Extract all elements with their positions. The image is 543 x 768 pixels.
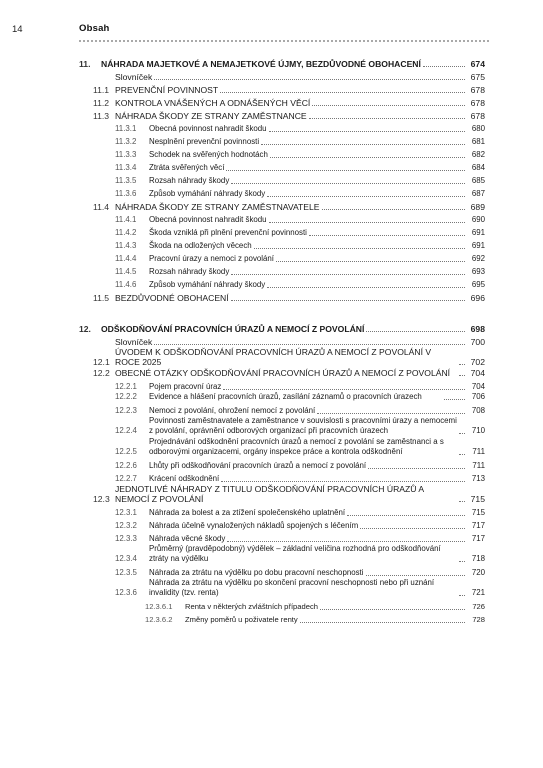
toc-entry-title: Pojem pracovní úraz xyxy=(149,382,222,391)
toc-entry-title: Obecná povinnost nahradit škodu xyxy=(149,215,267,224)
leader-dots xyxy=(254,247,465,249)
toc-entry-row[interactable] xyxy=(79,531,485,544)
toc-entry-number: 11.3.4 xyxy=(115,163,137,172)
toc-entry-row[interactable] xyxy=(79,368,485,379)
toc-entry-page: 715 xyxy=(471,508,485,517)
toc-entry-page: 684 xyxy=(471,163,485,172)
toc-entry-title: OBECNÉ OTÁZKY ODŠKODŇOVÁNÍ PRACOVNÍCH ÚRAZŮ A NEMOCÍ Z POVOLÁNÍ xyxy=(115,368,451,378)
toc-entry-number: 11.3.3 xyxy=(115,150,137,159)
toc-entry-title: Způsob vymáhání náhrady škody xyxy=(149,280,266,289)
toc-entry-title-wrap xyxy=(149,406,467,416)
toc-entry-page: 689 xyxy=(470,202,485,212)
toc-entry-title: Evidence a hlášení pracovních úrazů, zasílání záznamů o pracovních úrazech xyxy=(149,392,422,401)
toc-entry-title-wrap xyxy=(115,484,467,504)
toc-entry-title-wrap xyxy=(149,254,467,264)
leader-dots xyxy=(276,260,465,262)
toc-entry-page: 711 xyxy=(472,447,485,456)
toc-entry-title-wrap xyxy=(149,241,467,251)
leader-dots xyxy=(270,156,465,158)
toc-entry-number: 12.2.7 xyxy=(115,474,137,483)
toc-entry-page: 674 xyxy=(470,59,485,69)
leader-dots xyxy=(423,65,465,67)
toc-entry-row[interactable] xyxy=(79,173,485,186)
leader-dots xyxy=(360,527,465,529)
toc-entry-page: 691 xyxy=(471,241,485,250)
toc-entry-page: 704 xyxy=(470,368,485,378)
leader-dots xyxy=(312,104,465,106)
toc-entry-title-wrap xyxy=(115,98,467,108)
toc-entry-row[interactable] xyxy=(79,518,485,531)
toc-entry-number: 11.3 xyxy=(93,111,110,121)
leader-dots xyxy=(231,182,465,184)
toc-entry-number: 12.3.1 xyxy=(115,508,137,517)
toc-entry-title-wrap xyxy=(115,72,467,82)
leader-dots xyxy=(459,363,465,365)
toc-entry-title: Nemoci z povolání, ohrožení nemocí z povolání xyxy=(149,406,316,415)
toc-entry-row[interactable] xyxy=(79,505,485,518)
toc-entry-title: Schodek na svěřených hodnotách xyxy=(149,150,268,159)
toc-entry-row[interactable] xyxy=(79,160,485,173)
toc-entry-title: Obecná povinnost nahradit škodu xyxy=(149,124,267,133)
toc-entry-title: Rozsah náhrady škody xyxy=(149,176,230,185)
table-of-contents xyxy=(79,56,485,625)
leader-dots xyxy=(223,388,465,390)
toc-entry-title-wrap xyxy=(149,163,467,173)
toc-entry-row[interactable] xyxy=(79,392,485,403)
toc-entry-row[interactable] xyxy=(79,251,485,264)
toc-entry-row[interactable] xyxy=(79,186,485,199)
toc-entry-row[interactable] xyxy=(79,437,485,458)
leader-dots xyxy=(322,208,465,210)
toc-entry-row[interactable] xyxy=(79,471,485,484)
leader-dots xyxy=(444,398,465,400)
toc-entry-page: 682 xyxy=(471,150,485,159)
toc-entry-row[interactable] xyxy=(79,95,485,108)
toc-entry-title-wrap xyxy=(149,215,467,225)
toc-entry-title: NÁHRADA ŠKODY ZE STRANY ZAMĚSTNANCE xyxy=(115,111,307,121)
toc-entry-page: 726 xyxy=(472,602,485,611)
toc-entry-title-wrap xyxy=(101,324,467,334)
toc-chapter-row[interactable] xyxy=(79,56,485,69)
toc-entry-number: 12.3.4 xyxy=(115,554,137,563)
toc-entry-title: Renta v některých zvláštních případech xyxy=(185,602,318,611)
toc-entry-title-wrap xyxy=(149,137,467,147)
leader-dots xyxy=(300,621,465,623)
toc-entry-page: 691 xyxy=(471,228,485,237)
leader-dots xyxy=(226,169,465,171)
toc-entry-title: Náhrada za ztrátu na výdělku po skončení pracovní neschopnosti nebo při uznání invalidity (tzv. renta) xyxy=(149,578,435,597)
toc-entry-number: 12.3.2 xyxy=(115,521,137,530)
toc-entry-title: Způsob vymáhání náhrady škody xyxy=(149,189,266,198)
toc-entry-row[interactable] xyxy=(79,484,485,505)
toc-entry-title: PREVENČNÍ POVINNOST xyxy=(115,85,219,95)
toc-entry-title: NÁHRADA ŠKODY ZE STRANY ZAMĚSTNAVATELE xyxy=(115,202,320,212)
toc-entry-title-wrap xyxy=(101,59,467,69)
toc-entry-title: ÚVODEM K ODŠKODŇOVÁNÍ PRACOVNÍCH ÚRAZŮ A NEMOCÍ Z POVOLÁNÍ V ROCE 2025 xyxy=(115,347,432,367)
toc-entry-row[interactable] xyxy=(79,544,485,565)
toc-entry-page: 708 xyxy=(471,406,485,415)
toc-entry-page: 700 xyxy=(470,337,485,347)
toc-entry-row[interactable] xyxy=(79,199,485,212)
toc-entry-page: 715 xyxy=(470,494,485,504)
toc-entry-page: 706 xyxy=(471,392,485,401)
toc-entry-row[interactable] xyxy=(79,379,485,392)
leader-dots xyxy=(459,374,465,376)
toc-entry-title: Povinnosti zaměstnavatele a zaměstnance v souvislosti s pracovními úrazy a nemocemi z povolání, oprávnění odborových organizací při pracovních úrazech xyxy=(149,416,457,435)
leader-dots xyxy=(366,330,465,332)
toc-entry-page: 692 xyxy=(471,254,485,263)
leader-dots xyxy=(227,540,465,542)
toc-entry-row[interactable] xyxy=(79,416,485,437)
toc-entry-title-wrap xyxy=(115,202,467,212)
toc-entry-row[interactable] xyxy=(79,578,485,599)
toc-entry-title: Náhrada za ztrátu na výdělku po dobu pracovní neschopnosti xyxy=(149,568,364,577)
toc-entry-row[interactable] xyxy=(79,264,485,277)
leader-dots xyxy=(267,286,465,288)
leader-dots xyxy=(231,299,465,301)
toc-entry-number: 11.3.2 xyxy=(115,137,137,146)
toc-entry-title-wrap xyxy=(149,568,467,578)
toc-entry-number: 12.2.1 xyxy=(115,382,137,391)
chapter-spacer xyxy=(79,303,485,321)
toc-entry-title: Nesplnění prevenční povinnosti xyxy=(149,137,260,146)
toc-entry-row[interactable] xyxy=(79,134,485,147)
toc-entry-row[interactable] xyxy=(79,565,485,578)
toc-entry-number: 11.3.6 xyxy=(115,189,137,198)
leader-dots xyxy=(309,234,465,236)
section-name: Obsah xyxy=(79,23,110,34)
toc-entry-number: 11.4.5 xyxy=(115,267,137,276)
toc-entry-page: 678 xyxy=(470,85,485,95)
toc-entry-title-wrap xyxy=(185,615,467,625)
toc-entry-row[interactable] xyxy=(79,612,485,625)
toc-entry-number: 11.1 xyxy=(93,85,110,95)
toc-entry-number: 12.2.3 xyxy=(115,406,137,415)
toc-entry-title-wrap xyxy=(115,85,467,95)
toc-entry-title: Náhrada za bolest a za ztížení společenského uplatnění xyxy=(149,508,346,517)
toc-entry-title-wrap xyxy=(115,337,467,347)
toc-entry-title: ODŠKODŇOVÁNÍ PRACOVNÍCH ÚRAZŮ A NEMOCÍ Z POVOLÁNÍ xyxy=(101,324,365,334)
toc-entry-page: 675 xyxy=(470,72,485,82)
toc-entry-title: Krácení odškodnění xyxy=(149,474,220,483)
toc-entry-title: Průměrný (pravděpodobný) výdělek – základní veličina rozhodná pro odškodňování ztráty na výdělku xyxy=(149,544,441,563)
toc-entry-title: Škoda vzniklá při plnění prevenční povinnosti xyxy=(149,228,307,237)
toc-entry-title: Náhrada účelně vynaložených nákladů spojených s léčením xyxy=(149,521,359,530)
leader-dots xyxy=(317,412,465,414)
toc-entry-title: NÁHRADA MAJETKOVÉ A NEMAJETKOVÉ ÚJMY, BEZDŮVODNÉ OBOHACENÍ xyxy=(101,59,421,69)
toc-entry-title: Škoda na odložených věcech xyxy=(149,241,252,250)
leader-dots xyxy=(368,467,465,469)
toc-entry-number: 12.1 xyxy=(93,357,110,367)
toc-entry-number: 12.3.5 xyxy=(115,568,137,577)
toc-entry-title-wrap xyxy=(149,150,467,160)
toc-chapter-block xyxy=(79,56,485,303)
leader-dots xyxy=(220,91,465,93)
toc-entry-page: 678 xyxy=(470,111,485,121)
toc-entry-title-wrap xyxy=(115,368,467,378)
toc-entry-title-wrap xyxy=(115,293,467,303)
toc-entry-number: 12.3.6 xyxy=(115,588,137,597)
leader-dots xyxy=(267,195,465,197)
toc-entry-title-wrap xyxy=(149,474,467,484)
toc-entry-title-wrap xyxy=(149,508,467,518)
leader-dots xyxy=(269,130,465,132)
toc-entry-page: 720 xyxy=(471,568,485,577)
toc-entry-title-wrap xyxy=(149,544,467,564)
toc-entry-title-wrap xyxy=(149,437,467,457)
leader-dots xyxy=(366,574,466,576)
toc-entry-row[interactable] xyxy=(79,290,485,303)
toc-entry-row[interactable] xyxy=(79,277,485,290)
leader-dots xyxy=(459,560,465,562)
toc-entry-title-wrap xyxy=(149,534,467,544)
page-header xyxy=(0,0,543,40)
toc-entry-row[interactable] xyxy=(79,238,485,251)
toc-entry-row[interactable] xyxy=(79,69,485,82)
toc-entry-number: 12.3 xyxy=(93,494,110,504)
toc-entry-title-wrap xyxy=(115,111,467,121)
toc-chapter-row[interactable] xyxy=(79,321,485,334)
toc-entry-number: 12.2.2 xyxy=(115,392,137,401)
toc-entry-page: 678 xyxy=(470,98,485,108)
toc-entry-page: 681 xyxy=(471,137,485,146)
toc-entry-title: JEDNOTLIVÉ NÁHRADY Z TITULU ODŠKODŇOVÁNÍ PRACOVNÍCH ÚRAZŮ A NEMOCÍ Z POVOLÁNÍ xyxy=(115,484,424,504)
toc-entry-title-wrap xyxy=(149,392,467,402)
toc-entry-title: KONTROLA VNÁŠENÝCH A ODNÁŠENÝCH VĚCÍ xyxy=(115,98,311,108)
toc-entry-page: 690 xyxy=(471,215,485,224)
leader-dots xyxy=(459,453,465,455)
toc-entry-number: 11.4 xyxy=(93,202,110,212)
toc-entry-row[interactable] xyxy=(79,347,485,368)
toc-entry-page: 698 xyxy=(470,324,485,334)
toc-entry-page: 713 xyxy=(471,474,485,483)
toc-entry-title-wrap xyxy=(149,382,467,392)
toc-entry-page: 702 xyxy=(470,357,485,367)
toc-entry-row[interactable] xyxy=(79,599,485,612)
toc-entry-row[interactable] xyxy=(79,403,485,416)
toc-entry-page: 696 xyxy=(470,293,485,303)
toc-entry-page: 693 xyxy=(471,267,485,276)
toc-entry-number: 12.2.4 xyxy=(115,426,137,435)
toc-entry-title-wrap xyxy=(149,416,467,436)
toc-entry-title: Ztráta svěřených věcí xyxy=(149,163,225,172)
toc-chapter-block xyxy=(79,321,485,625)
toc-entry-page: 718 xyxy=(471,554,485,563)
toc-entry-page: 711 xyxy=(472,461,485,470)
toc-entry-number: 11.5 xyxy=(93,293,110,303)
toc-entry-row[interactable] xyxy=(79,147,485,160)
leader-dots xyxy=(269,221,465,223)
toc-entry-number: 12. xyxy=(79,324,91,334)
toc-entry-title-wrap xyxy=(149,461,467,471)
toc-entry-title: Slovníček xyxy=(115,72,153,82)
toc-entry-number: 12.3.6.2 xyxy=(145,615,173,624)
leader-dots xyxy=(347,514,465,516)
toc-entry-number: 11.4.1 xyxy=(115,215,137,224)
toc-entry-title: Lhůty při odškodňování pracovních úrazů a nemocí z povolání xyxy=(149,461,367,470)
toc-entry-row[interactable] xyxy=(79,212,485,225)
toc-entry-title-wrap xyxy=(149,189,467,199)
leader-dots xyxy=(459,500,465,502)
toc-entry-number: 12.3.6.1 xyxy=(145,602,173,611)
toc-entry-page: 721 xyxy=(471,588,485,597)
toc-entry-number: 12.3.3 xyxy=(115,534,137,543)
toc-entry-page: 680 xyxy=(471,124,485,133)
toc-entry-number: 11.3.5 xyxy=(115,176,137,185)
toc-entry-title: Změny poměrů u poživatele renty xyxy=(185,615,298,624)
toc-entry-title-wrap xyxy=(149,176,467,186)
toc-entry-title-wrap xyxy=(149,578,467,598)
leader-dots xyxy=(261,143,465,145)
toc-entry-number: 12.2.6 xyxy=(115,461,137,470)
toc-entry-title: Pracovní úrazy a nemoci z povolání xyxy=(149,254,274,263)
toc-entry-row[interactable] xyxy=(79,108,485,121)
toc-entry-title-wrap xyxy=(115,347,467,367)
toc-entry-page: 695 xyxy=(471,280,485,289)
leader-dots xyxy=(231,273,465,275)
toc-entry-title-wrap xyxy=(149,280,467,290)
toc-entry-number: 12.2.5 xyxy=(115,447,137,456)
toc-entry-page: 717 xyxy=(471,534,485,543)
toc-entry-number: 11.2 xyxy=(93,98,110,108)
toc-entry-page: 717 xyxy=(471,521,485,530)
toc-entry-number: 11.4.6 xyxy=(115,280,137,289)
toc-entry-row[interactable] xyxy=(79,225,485,238)
toc-entry-title-wrap xyxy=(185,602,467,612)
leader-dots xyxy=(221,480,465,482)
toc-entry-number: 12.2 xyxy=(93,368,110,378)
leader-dots xyxy=(459,594,465,596)
toc-entry-page: 687 xyxy=(471,189,485,198)
toc-entry-title: BEZDŮVODNÉ OBOHACENÍ xyxy=(115,293,229,303)
toc-entry-number: 11. xyxy=(79,59,91,69)
toc-entry-title: Rozsah náhrady škody xyxy=(149,267,230,276)
toc-entry-title: Slovníček xyxy=(115,337,153,347)
leader-dots xyxy=(309,117,465,119)
toc-entry-page: 685 xyxy=(471,176,485,185)
toc-entry-title-wrap xyxy=(149,228,467,238)
leader-dots xyxy=(320,608,465,610)
toc-entry-number: 11.4.3 xyxy=(115,241,137,250)
toc-entry-number: 11.4.4 xyxy=(115,254,137,263)
toc-entry-number: 11.4.2 xyxy=(115,228,137,237)
toc-entry-page: 704 xyxy=(471,382,485,391)
toc-entry-title: Projednávání odškodnění pracovních úrazů a nemocí z povolání se zaměstnanci a s odborovými organizacemi, orgány inspekce práce a kontrola odškodnění xyxy=(149,437,444,456)
toc-entry-page: 710 xyxy=(471,426,485,435)
leader-dots xyxy=(154,78,465,80)
header-divider xyxy=(79,40,489,42)
toc-entry-title-wrap xyxy=(149,521,467,531)
toc-entry-row[interactable] xyxy=(79,121,485,134)
toc-entry-title: Náhrada věcné škody xyxy=(149,534,226,543)
toc-entry-row[interactable] xyxy=(79,458,485,471)
page-number: 14 xyxy=(12,24,23,35)
toc-entry-row[interactable] xyxy=(79,82,485,95)
toc-entry-title-wrap xyxy=(149,267,467,277)
toc-entry-number: 11.3.1 xyxy=(115,124,137,133)
toc-entry-title-wrap xyxy=(149,124,467,134)
toc-entry-row[interactable] xyxy=(79,334,485,347)
leader-dots xyxy=(459,432,465,434)
leader-dots xyxy=(154,343,465,345)
toc-entry-page: 728 xyxy=(472,615,485,624)
